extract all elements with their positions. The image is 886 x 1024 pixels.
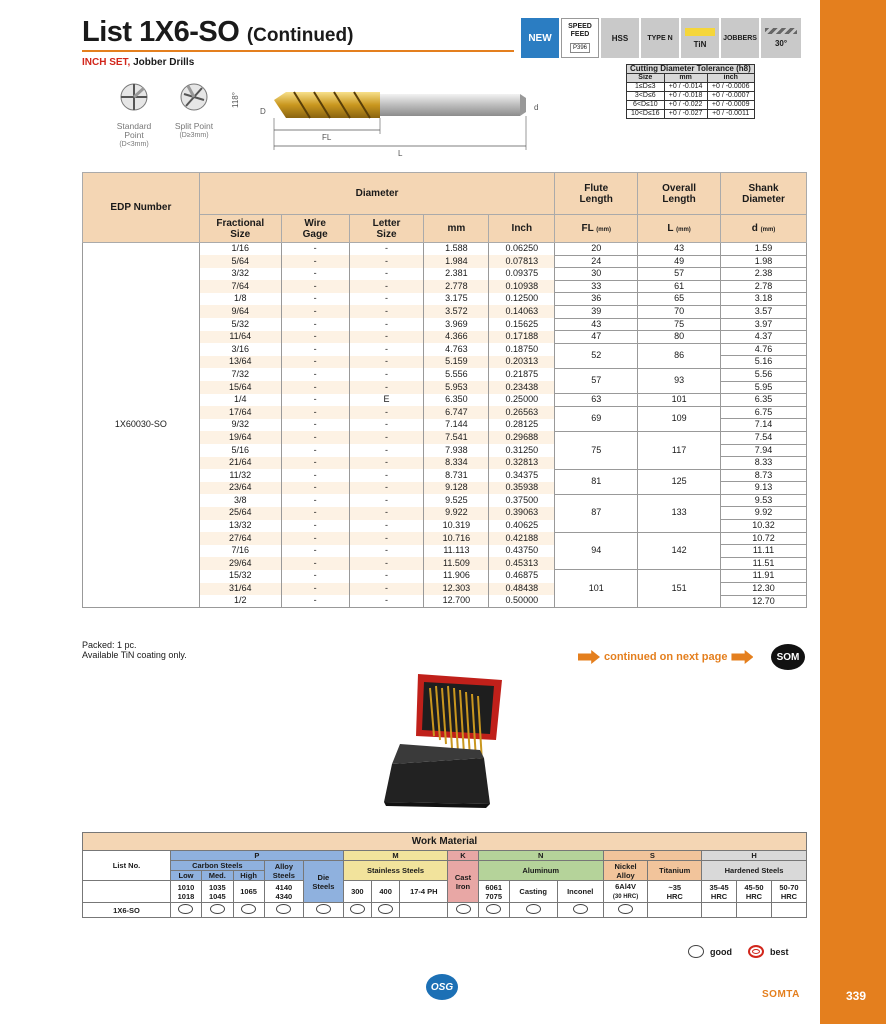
type-n-badge: TYPE N <box>641 18 679 58</box>
drill-spec-table <box>82 172 807 608</box>
spec-badges <box>521 18 801 58</box>
standard-point-figure: Standard Point (D<3mm) <box>104 80 164 149</box>
overall-length-label: L <box>398 149 403 158</box>
flute-length-cell: 81 <box>555 469 638 494</box>
good-circle-icon <box>241 904 256 914</box>
overall-length-cell: 93 <box>638 368 721 393</box>
table-row: 5/16 - - 7.938 0.31250 7.94 <box>83 444 807 457</box>
shank-diameter-cell: 11.91 <box>721 570 807 583</box>
shank-diameter-cell: 12.30 <box>721 583 807 596</box>
coating-note: Available TiN coating only. <box>82 650 187 660</box>
good-circle-icon <box>618 904 633 914</box>
hss-badge: HSS <box>601 18 639 58</box>
helix-angle-badge: 30° <box>761 18 801 58</box>
shank-diameter-cell: 1.59 <box>721 243 807 256</box>
col-wire-gage: Wire Gage <box>281 215 349 243</box>
table-row: 15/32 - - 11.906 0.46875 101 151 11.91 <box>83 570 807 583</box>
good-circle-icon <box>456 904 471 914</box>
table-row: 11/32 - - 8.731 0.34375 81 125 8.73 <box>83 469 807 482</box>
table-row: 13/64 - - 5.159 0.20313 5.16 <box>83 356 807 369</box>
flute-length-cell: 75 <box>555 431 638 469</box>
edp-number: 1X60030-SO <box>83 243 200 608</box>
work-material-title: Work Material <box>83 833 807 851</box>
shank-diameter-cell: 10.32 <box>721 520 807 533</box>
good-circle-icon <box>573 904 588 914</box>
side-band <box>820 0 886 1024</box>
flute-length-cell: 101 <box>555 570 638 608</box>
table-row: 13/32 - - 10.319 0.40625 10.32 <box>83 520 807 533</box>
tolerance-row: 3<D≤6 +0 / -0.018 +0 / -0.0007 <box>627 92 755 101</box>
shank-diameter-cell: 11.51 <box>721 557 807 570</box>
shank-diameter-cell: 7.54 <box>721 431 807 444</box>
overall-length-cell: 61 <box>638 280 721 293</box>
good-circle-icon <box>210 904 225 914</box>
osg-logo: OSG <box>426 974 458 1000</box>
table-row: 31/64 - - 12.303 0.48438 12.30 <box>83 583 807 596</box>
overall-length-cell: 65 <box>638 293 721 306</box>
col-fl-mm: FL (mm) <box>555 215 638 243</box>
shank-diameter-cell: 9.92 <box>721 507 807 520</box>
shank-diameter-cell: 2.38 <box>721 268 807 281</box>
diameter-label: D <box>260 107 266 116</box>
overall-length-cell: 80 <box>638 331 721 344</box>
col-fractional: Fractional Size <box>199 215 281 243</box>
overall-length-cell: 117 <box>638 431 721 469</box>
shank-diameter-cell: 8.73 <box>721 469 807 482</box>
table-row: 25/64 - - 9.922 0.39063 9.92 <box>83 507 807 520</box>
title-rule <box>82 50 514 52</box>
flute-length-cell: 94 <box>555 532 638 570</box>
table-row: 9/64 - - 3.572 0.14063 39 70 3.57 <box>83 305 807 318</box>
table-row: 7/16 - - 11.113 0.43750 11.11 <box>83 545 807 558</box>
drill-dimension-diagram <box>230 78 560 162</box>
list-no-value: 1X6-SO <box>83 903 171 918</box>
tolerance-row: 1≤D≤3 +0 / -0.014 +0 / -0.0006 <box>627 83 755 92</box>
new-badge: NEW <box>521 18 559 58</box>
flute-length-cell: 47 <box>555 331 638 344</box>
work-material-table: Work Material List No. P M K N S H Carbon Steels Alloy Steels Die Steels Stainless Steels Cast Iron Aluminum Nickel Alloy Titanium Hardened Steels Low Med. High 1010 1018 1035 1045 1065 4140 4340 300 400 17-4 PH 6061 7075 Casting Inconel 6Al4V (30 HRC) ~35 HRC 35-45 HRC 45-50 HRC 50-70 HRC 1X6-SO <box>82 832 807 918</box>
overall-length-cell: 133 <box>638 494 721 532</box>
flute-length-cell: 63 <box>555 394 638 407</box>
table-row: 5/32 - - 3.969 0.15625 43 75 3.97 <box>83 318 807 331</box>
split-point-figure: Split Point (D≥3mm) <box>164 80 224 140</box>
table-row: 23/64 - - 9.128 0.35938 9.13 <box>83 482 807 495</box>
suitability-legend: good best <box>688 945 789 958</box>
table-notes <box>82 640 187 660</box>
good-circle-icon <box>178 904 193 914</box>
good-circle-icon <box>316 904 331 914</box>
overall-length-cell: 49 <box>638 255 721 268</box>
col-flute-length: Flute Length <box>555 173 638 215</box>
flute-length-cell: 57 <box>555 368 638 393</box>
table-row: 9/32 - - 7.144 0.28125 7.14 <box>83 419 807 432</box>
col-diameter: Diameter <box>199 173 554 215</box>
tolerance-table: Cutting Diameter Tolerance (h8) Size mm inch 1≤D≤3 +0 / -0.014 +0 / -0.0006 3<D≤6 +0 / -0.018 +0 / -0.0007 6<D≤10 +0 / -0.022 +0 / -0.0009 10<D≤16 +0 / -0.027 +0 / -0.0011 <box>626 64 755 119</box>
col-letter-size: Letter Size <box>349 215 424 243</box>
standard-point-icon <box>118 80 150 114</box>
col-shank-diameter: Shank Diameter <box>721 173 807 215</box>
arrow-right-icon <box>731 650 753 664</box>
shank-diameter-cell: 7.14 <box>721 419 807 432</box>
list-no-header: List No. <box>83 851 171 881</box>
shank-diameter-cell: 3.97 <box>721 318 807 331</box>
tin-coating-badge: TiN <box>681 18 719 58</box>
overall-length-cell: 57 <box>638 268 721 281</box>
good-circle-icon <box>688 945 704 958</box>
table-row: 21/64 - - 8.334 0.32813 8.33 <box>83 457 807 470</box>
table-row: 17/64 - - 6.747 0.26563 69 109 6.75 <box>83 406 807 419</box>
col-d-mm: d (mm) <box>721 215 807 243</box>
flute-length-cell: 39 <box>555 305 638 318</box>
flute-length-label: FL <box>322 133 332 142</box>
col-edp: EDP Number <box>83 173 200 243</box>
table-row: 1/2 - - 12.700 0.50000 12.70 <box>83 595 807 608</box>
col-overall-length: Overall Length <box>638 173 721 215</box>
shank-diameter-cell: 1.98 <box>721 255 807 268</box>
flute-length-cell: 24 <box>555 255 638 268</box>
suitability-row <box>83 903 807 918</box>
table-row: 7/64 - - 2.778 0.10938 33 61 2.78 <box>83 280 807 293</box>
flute-length-cell: 20 <box>555 243 638 256</box>
split-point-icon <box>178 80 210 114</box>
jobbers-badge: JOBBERS <box>721 18 759 58</box>
shank-diameter-cell: 4.76 <box>721 343 807 356</box>
page-title: List 1X6-SO (Continued) <box>82 16 354 48</box>
overall-length-cell: 101 <box>638 394 721 407</box>
shank-diameter-cell: 5.16 <box>721 356 807 369</box>
shank-diameter-cell: 11.11 <box>721 545 807 558</box>
page-number: 339 <box>845 989 866 1003</box>
shank-diameter-label: d <box>534 103 539 112</box>
table-row: 1X60030-SO 1/16 - - 1.588 0.06250 20 43 1.59 <box>83 243 807 256</box>
shank-diameter-cell: 3.57 <box>721 305 807 318</box>
flute-length-cell: 33 <box>555 280 638 293</box>
tolerance-row: 10<D≤16 +0 / -0.027 +0 / -0.0011 <box>627 110 755 119</box>
good-circle-icon <box>378 904 393 914</box>
drill-set-box-image <box>372 666 522 816</box>
shank-diameter-cell: 2.78 <box>721 280 807 293</box>
table-row: 19/64 - - 7.541 0.29688 75 117 7.54 <box>83 431 807 444</box>
table-row: 5/64 - - 1.984 0.07813 24 49 1.98 <box>83 255 807 268</box>
col-l-mm: L (mm) <box>638 215 721 243</box>
flute-length-cell: 87 <box>555 494 638 532</box>
good-circle-icon <box>526 904 541 914</box>
overall-length-cell: 75 <box>638 318 721 331</box>
flute-length-cell: 43 <box>555 318 638 331</box>
tolerance-caption: Cutting Diameter Tolerance (h8) <box>627 65 755 74</box>
overall-length-cell: 86 <box>638 343 721 368</box>
overall-length-cell: 43 <box>638 243 721 256</box>
shank-diameter-cell: 7.94 <box>721 444 807 457</box>
flute-length-cell: 36 <box>555 293 638 306</box>
continued-link[interactable]: continued on next page <box>578 650 753 664</box>
flute-length-cell: 30 <box>555 268 638 281</box>
overall-length-cell: 70 <box>638 305 721 318</box>
shank-diameter-cell: 5.95 <box>721 381 807 394</box>
flute-length-cell: 69 <box>555 406 638 431</box>
speed-feed-badge: SPEED FEED P396 <box>561 18 599 58</box>
table-row: 1/4 - E 6.350 0.25000 63 101 6.35 <box>83 394 807 407</box>
page-subtitle: INCH SET, Jobber Drills <box>82 57 195 68</box>
shank-diameter-cell: 3.18 <box>721 293 807 306</box>
table-row: 15/64 - - 5.953 0.23438 5.95 <box>83 381 807 394</box>
shank-diameter-cell: 10.72 <box>721 532 807 545</box>
col-inch: Inch <box>489 215 555 243</box>
table-row: 3/16 - - 4.763 0.18750 52 86 4.76 <box>83 343 807 356</box>
som-badge: SOM <box>771 644 805 670</box>
good-circle-icon <box>276 904 291 914</box>
brand-name: SOMTA <box>762 989 800 1000</box>
good-circle-icon <box>350 904 365 914</box>
shank-diameter-cell: 6.35 <box>721 394 807 407</box>
overall-length-cell: 142 <box>638 532 721 570</box>
table-row: 1/8 - - 3.175 0.12500 36 65 3.18 <box>83 293 807 306</box>
packed-note: Packed: 1 pc. <box>82 640 137 650</box>
point-angle-label: 118° <box>231 92 240 108</box>
drill-shank <box>380 94 520 116</box>
shank-diameter-cell: 8.33 <box>721 457 807 470</box>
table-row: 29/64 - - 11.509 0.45313 11.51 <box>83 557 807 570</box>
overall-length-cell: 109 <box>638 406 721 431</box>
shank-diameter-cell: 12.70 <box>721 595 807 608</box>
shank-diameter-cell: 9.13 <box>721 482 807 495</box>
shank-diameter-cell: 6.75 <box>721 406 807 419</box>
shank-diameter-cell: 5.56 <box>721 368 807 381</box>
arrow-right-icon <box>578 650 600 664</box>
overall-length-cell: 125 <box>638 469 721 494</box>
table-row: 3/32 - - 2.381 0.09375 30 57 2.38 <box>83 268 807 281</box>
table-row: 11/64 - - 4.366 0.17188 47 80 4.37 <box>83 331 807 344</box>
overall-length-cell: 151 <box>638 570 721 608</box>
best-circle-icon <box>748 945 764 958</box>
table-row: 3/8 - - 9.525 0.37500 87 133 9.53 <box>83 494 807 507</box>
flute-length-cell: 52 <box>555 343 638 368</box>
table-row: 7/32 - - 5.556 0.21875 57 93 5.56 <box>83 368 807 381</box>
tolerance-row: 6<D≤10 +0 / -0.022 +0 / -0.0009 <box>627 101 755 110</box>
shank-diameter-cell: 4.37 <box>721 331 807 344</box>
shank-diameter-cell: 9.53 <box>721 494 807 507</box>
col-mm: mm <box>424 215 489 243</box>
good-circle-icon <box>486 904 501 914</box>
table-row: 27/64 - - 10.716 0.42188 94 142 10.72 <box>83 532 807 545</box>
